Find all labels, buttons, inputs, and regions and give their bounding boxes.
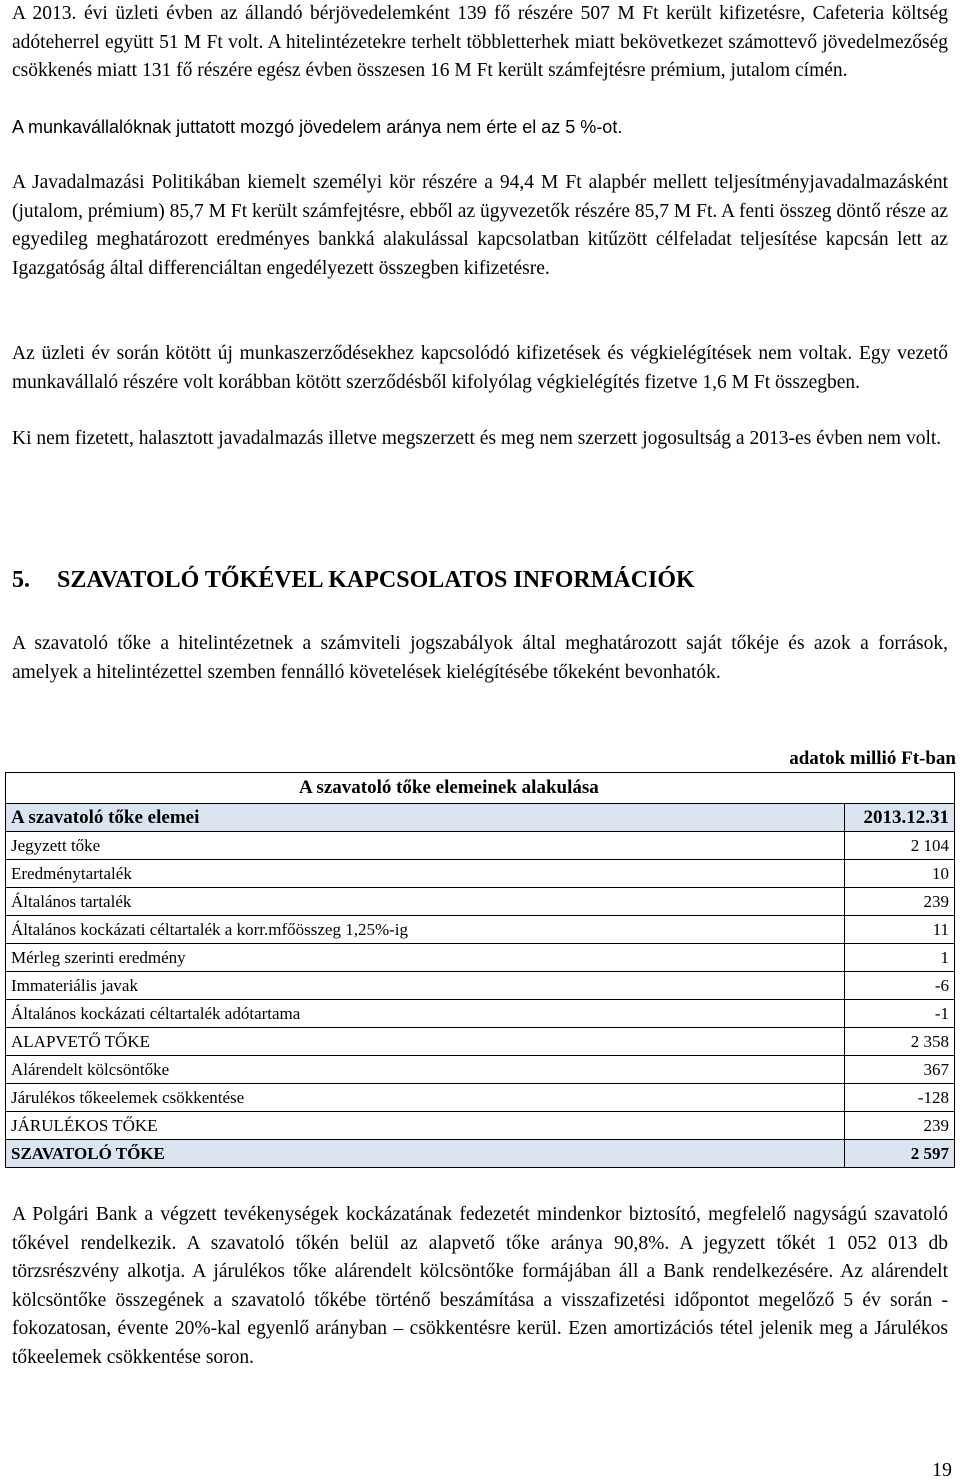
table-row	[6, 1000, 955, 1028]
total-value: 2 597	[845, 1140, 955, 1168]
row-value: 1	[845, 944, 955, 972]
table-row	[6, 860, 955, 888]
row-label: Eredménytartalék	[6, 860, 845, 888]
paragraph-deferred: Ki nem fizetett, halasztott javadalmazás illetve megszerzett és meg nem szerzett jogosultság a 2013-es évben nem volt.	[12, 428, 942, 449]
capital-table	[5, 803, 955, 1168]
table-header-row	[6, 804, 955, 832]
paragraph-capital-adequacy: A Polgári Bank a végzett tevékenységek kockázatának fedezetét mindenkor biztosító, megfelelő nagyságú szavatoló tőkével rendelkezik. A szavatoló tőkén belül az alapvető tőke aránya 90,8%. A jegyzett tőkét 1 052 013 db törzsrészvény alkotja. A járulékos tőke alárendelt kölcsöntőke formájában áll a Bank rendelkezésére. Az alárendelt kölcsöntőke összegének a szavatoló tőkébe történő beszámítása a visszafizetési időpontot megelőző 5 év során - fokozatosan, évente 20%-kal egyenlő arányban – csökkentésre kerül. Ezen amortizációs tétel jelenik meg a Járulékos tőkeelemek csökkentése soron.	[12, 1204, 948, 1368]
section-title: SZAVATOLÓ TŐKÉVEL KAPCSOLATOS INFORMÁCIÓK	[57, 567, 695, 593]
table-units-note: adatok millió Ft-ban	[789, 748, 956, 769]
header-label: A szavatoló tőke elemei	[6, 804, 845, 832]
table-row	[6, 972, 955, 1000]
row-label: Mérleg szerinti eredmény	[6, 944, 845, 972]
row-value: 2 358	[845, 1028, 955, 1056]
row-value: -128	[845, 1084, 955, 1112]
table-row	[6, 944, 955, 972]
section-number: 5.	[12, 567, 30, 593]
row-value: 10	[845, 860, 955, 888]
table-row	[6, 1112, 955, 1140]
row-label: Járulékos tőkeelemek csökkentése	[6, 1084, 845, 1112]
table-row	[6, 1084, 955, 1112]
table-row	[6, 916, 955, 944]
row-value: 239	[845, 1112, 955, 1140]
page-number: 19	[932, 1459, 952, 1481]
row-label: Általános kockázati céltartalék a korr.mfőösszeg 1,25%-ig	[6, 916, 845, 944]
table-title-row	[5, 772, 955, 803]
table-row	[6, 1056, 955, 1084]
table-title: A szavatoló tőke elemeinek alakulása	[299, 777, 599, 798]
header-date: 2013.12.31	[845, 804, 955, 832]
row-value: 239	[845, 888, 955, 916]
row-label: Immateriális javak	[6, 972, 845, 1000]
section-heading	[12, 565, 948, 595]
row-label: JÁRULÉKOS TŐKE	[6, 1112, 845, 1140]
row-value: 367	[845, 1056, 955, 1084]
table-row	[6, 1028, 955, 1056]
row-value: -6	[845, 972, 955, 1000]
row-label: Jegyzett tőke	[6, 832, 845, 860]
table-row	[6, 888, 955, 916]
row-label: Általános kockázati céltartalék adótartama	[6, 1000, 845, 1028]
paragraph-variable-income: A munkavállalóknak juttatott mozgó jövedelem aránya nem érte el az 5 %-ot.	[12, 117, 623, 137]
row-label: ALAPVETŐ TŐKE	[6, 1028, 845, 1056]
paragraph-capital-definition: A szavatoló tőke a hitelintézetnek a számviteli jogszabályok által meghatározott saját tőkéje és azok a források, amelyek a hitelintézettel szemben fennálló követelések kielégítésébe tőkeként bevonhatók.	[12, 633, 948, 683]
row-value: 2 104	[845, 832, 955, 860]
row-value: -1	[845, 1000, 955, 1028]
paragraph-salary: A 2013. évi üzleti évben az állandó bérjövedelemként 139 fő részére 507 M Ft került kifizetésre, Cafeteria költség adóteherrel együtt 51 M Ft volt. A hitelintézetekre terhelt többletterhek miatt bekövetkezet számottevő jövedelmezőség csökkenés miatt 131 fő részére egész évben összesen 16 M Ft került számfejtésre prémium, jutalom címén.	[12, 3, 948, 81]
paragraph-contracts: Az üzleti év során kötött új munkaszerződésekhez kapcsolódó kifizetések és végkielégítések nem voltak. Egy vezető munkavállaló részére volt korábban kötött szerződésből kifolyólag végkielégítés fizetve 1,6 M Ft összegben.	[12, 343, 948, 393]
table-total-row	[6, 1140, 955, 1168]
paragraph-remuneration-policy: A Javadalmazási Politikában kiemelt személyi kör részére a 94,4 M Ft alapbér mellett teljesítményjavadalmazásként (jutalom, prémium) 85,7 M Ft került számfejtésre, ebből az ügyvezetők részére 85,7 M Ft. A fenti összeg döntő része az egyedileg meghatározott eredményes bankká alakulással kapcsolatban kitűzött célfeladat teljesítése kapcsán lett az Igazgatóság által differenciáltan engedélyezett összegben kifizetésre.	[12, 172, 948, 279]
row-label: Alárendelt kölcsöntőke	[6, 1056, 845, 1084]
row-label: Általános tartalék	[6, 888, 845, 916]
table-row	[6, 832, 955, 860]
row-value: 11	[845, 916, 955, 944]
total-label: SZAVATOLÓ TŐKE	[6, 1140, 845, 1168]
